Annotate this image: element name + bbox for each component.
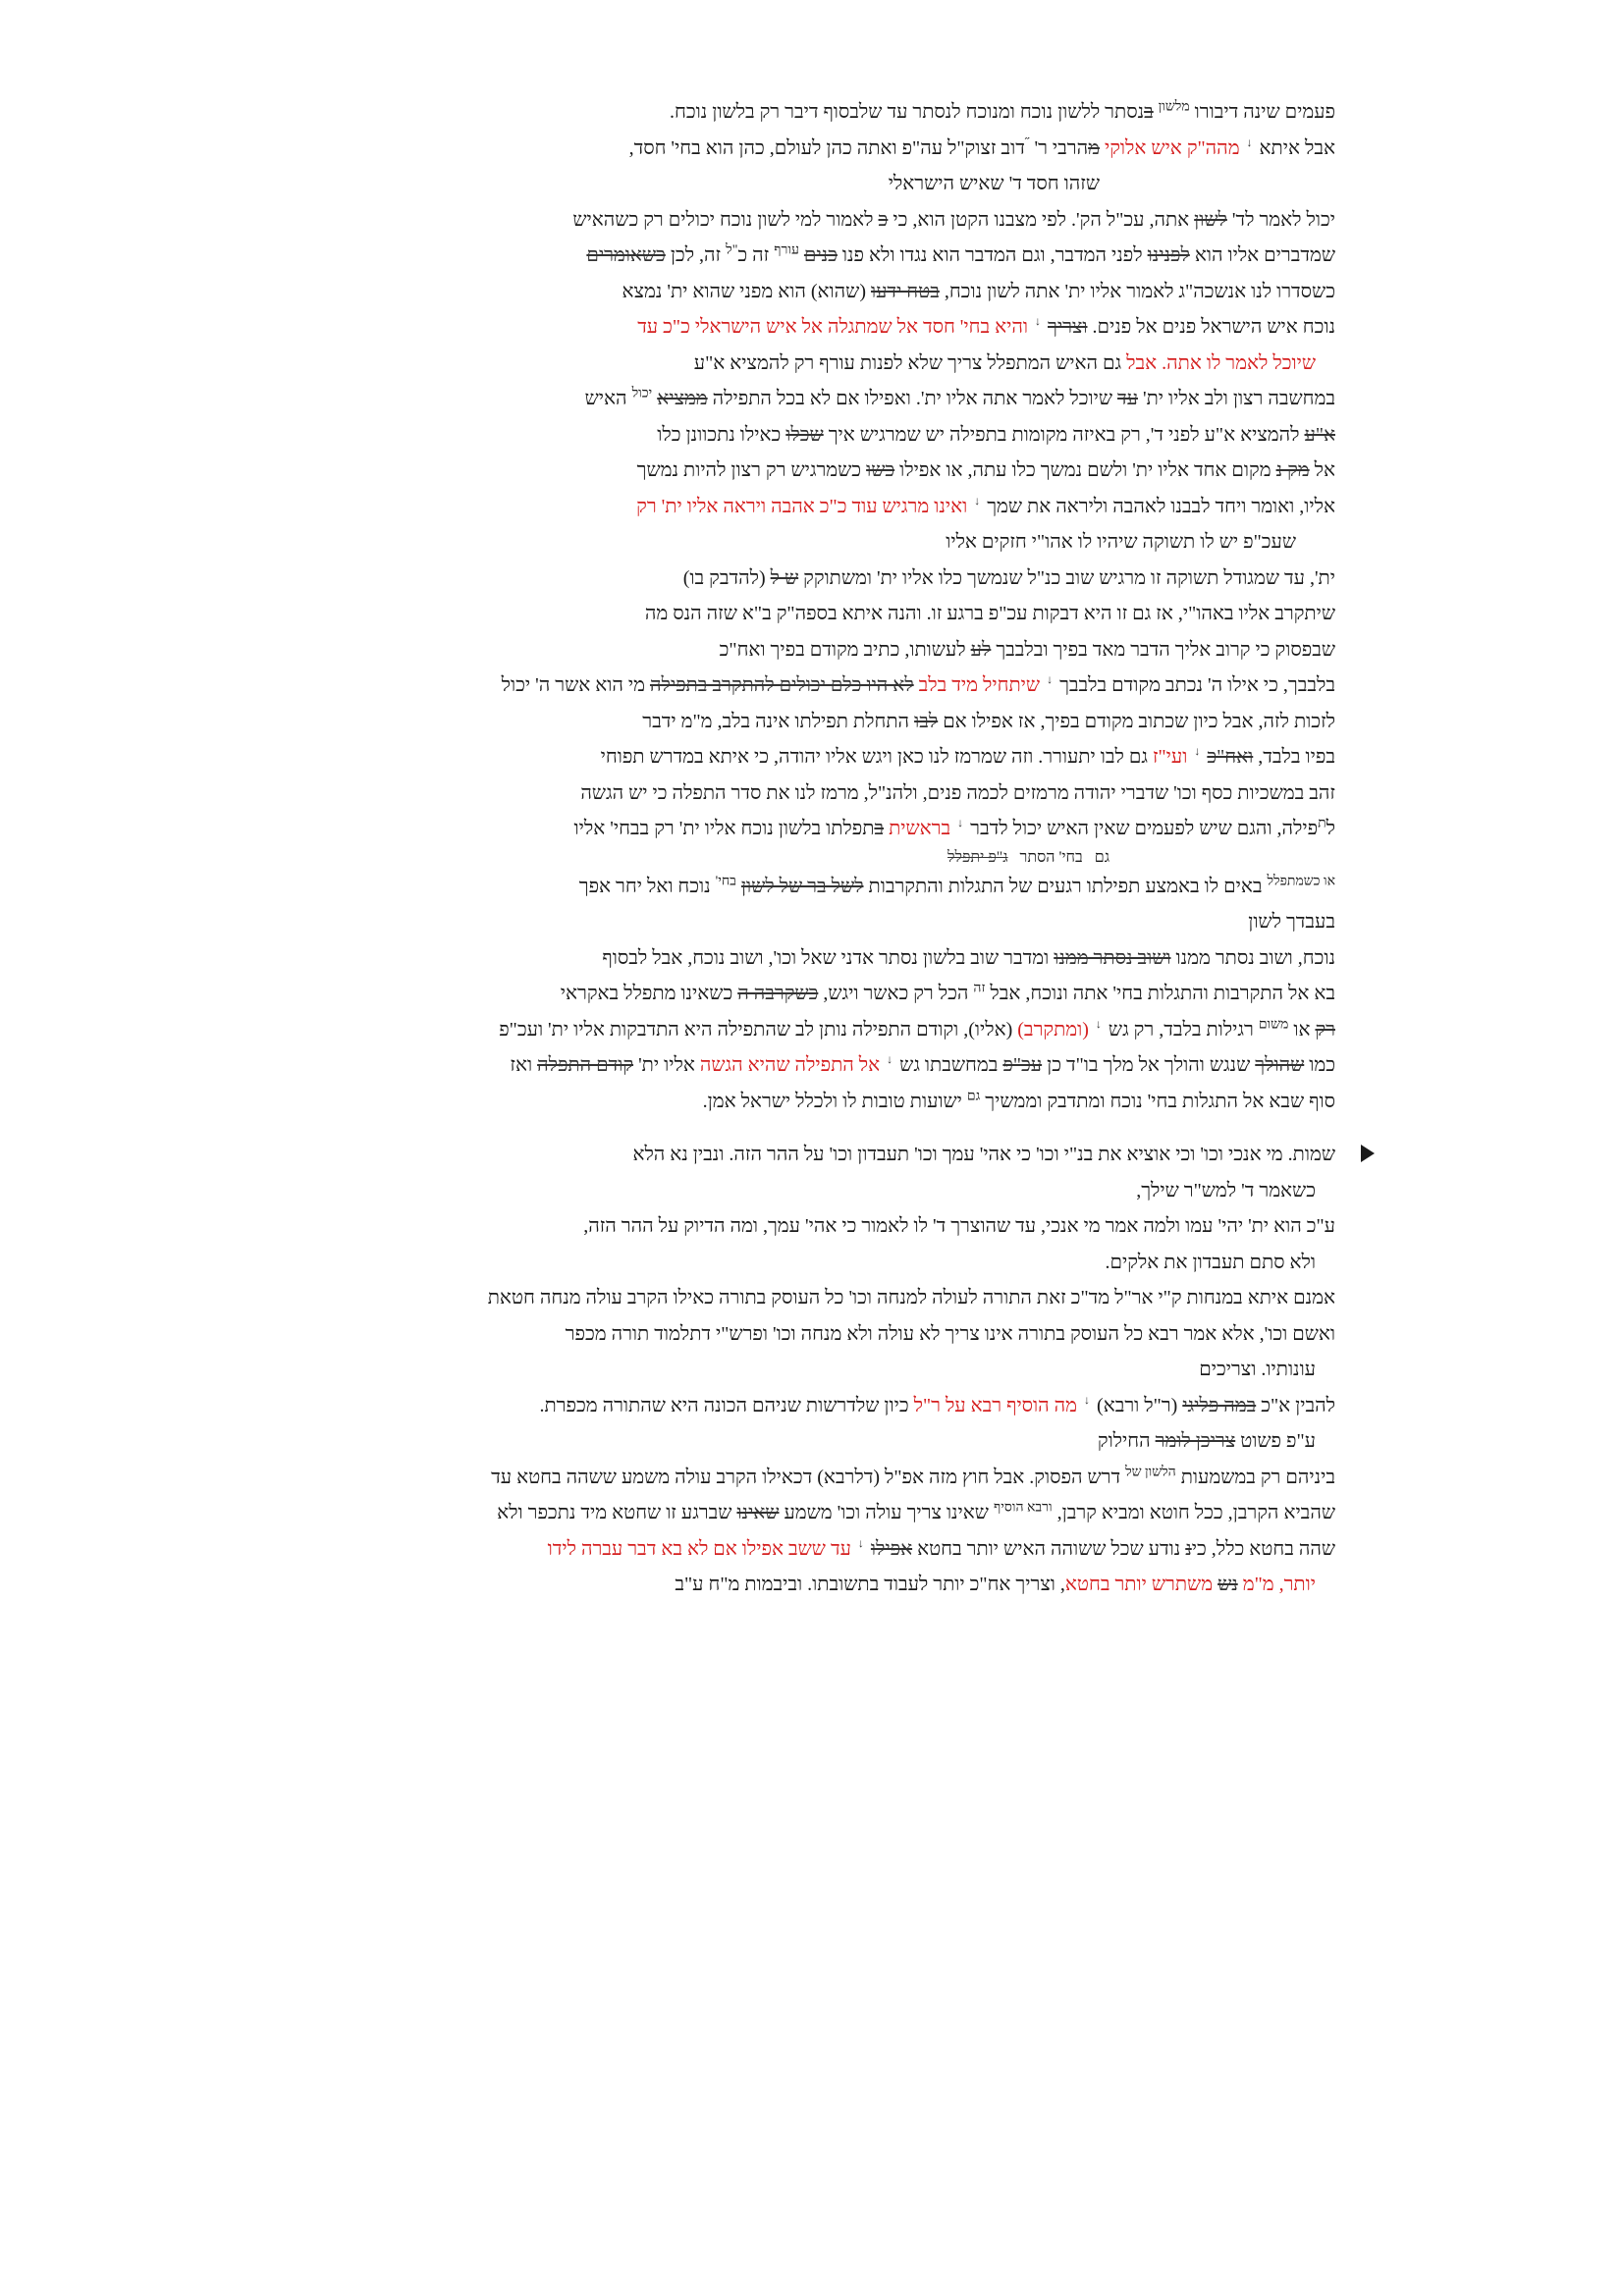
text-line: שהביא הקרבן, ככל חוטא ומביא קרבן, $^{ורבא הוסיף}$ שאינו צריך עולה וכו' משמע שאינו שברגע זו שחטא מיד נתכפר ולא bbox=[497, 1500, 1335, 1523]
text-line: נוכח איש הישראל פנים אל פנים. וצריך ↓ והיא בחי' חסד אל שמתגלה אל איש הישראלי כ"כ עד bbox=[637, 314, 1335, 338]
bullet-marker-icon bbox=[1361, 1145, 1375, 1162]
insert-arrow-icon: ↓ bbox=[1084, 1392, 1091, 1407]
text-line: שיוכל לאמר לו אתה. אבל גם האיש המתפלל צריך שלא לפנות עורף רק להמציא א"ע bbox=[693, 351, 1316, 374]
insert-arrow-icon: ↓ bbox=[957, 816, 964, 830]
text-line: שעכ"פ יש לו תשוקה שיהיו לו אהו"י חזקים אליו bbox=[946, 531, 1296, 553]
text-line: רק או $^{משום}$ רגילות בלבד, רק גש ↓ (ומתקרב) (אליו), וקודם התפילה נותן לב שהתפילה היא התדבקות אליו ית' ועכ"פ bbox=[499, 1016, 1335, 1041]
text-line: סוף שבא אל התגלות בחי' נוכח ומתדבק וממשיך $^{גם}$ ישועות טובות לו ולכלל ישראל אמן. bbox=[702, 1088, 1335, 1112]
text-line: נוכח, ושוב נסתר ממנו ושוב נסתר ממנו ומדבר שוב בלשון נסתר אדני שאל וכו', ושוב נוכח, אבל לבסוף bbox=[602, 946, 1335, 969]
insert-arrow-icon: ↓ bbox=[1047, 672, 1054, 687]
text-line: כמו שהולך שנגש והולך אל מלך בו"ד כן עכ"פ במחשבתו גש ↓ אל התפילה שהיא הגשה אליו ית' קודם התפלה ואז bbox=[510, 1052, 1335, 1076]
text-line: כשאמר ד' למש"ר שילך, bbox=[1136, 1179, 1316, 1201]
text-line: בא אל התקרבות והתגלות בחי' אתה ונוכח, אבל $^{זה}$ הכל רק כאשר ויגש, כשקרבה ה כשאינו מתפלל באקראי bbox=[560, 981, 1335, 1004]
text-line: גם בחי' הסתר ג"פ יתפלל bbox=[947, 848, 1109, 866]
text-line: ית', עד שמגודל תשוקה זו מרגיש שוב כנ"ל שנמשך כלו אליו ית' ומשתוקק ש ל (להדבק בו) bbox=[682, 566, 1335, 589]
text-line: $^{או כשמתפלל}$ באים לו באמצע תפילתו רגעים של התגלות והתקרבות לשל בר של לשון $^{בחי'}$ נוכח ואל יחר אפך bbox=[578, 873, 1335, 897]
document-page bbox=[295, 94, 1335, 1603]
paragraph-block-1 bbox=[295, 94, 1335, 1119]
text-line: אמנם איתא במנחות ק"י אר"ל מד"כ זאת התורה לעולה למנחה וכו' כל העוסק בתורה כאילו הקרב עולה מנחה חטאת bbox=[487, 1287, 1335, 1308]
text-line: ע"פ פשוט צריכן לומר החילוק bbox=[1097, 1430, 1316, 1452]
text-line: במחשבה רצון ולב אליו ית' עד שיוכל לאמר אתה אליו ית'. ואפילו אם לא בכל התפילה ממציא $^{יכול}$ האיש bbox=[584, 386, 1335, 409]
text-line: זהב במשכיות כסף וכו' שדברי יהודה מרמזים לכמה פנים, ולהנ"ל, מרמז לנו את סדר התפלה כי יש הגשה bbox=[580, 781, 1335, 804]
text-line: להבין א"כ במה פליגי (ר"ל ורבא) ↓ מה הוסיף רבא על ר"ל כיון שלדרשות שניהם הכונה היא שהתורה מכפרת. bbox=[539, 1392, 1335, 1416]
text-line: פעמים שינה דיבורו $^{מלשון}$ בנסתר ללשון נוכח ומנוכח לנסתר עד שלבסוף דיבר רק בלשון נוכח. bbox=[669, 99, 1335, 123]
insert-arrow-icon: ↓ bbox=[1194, 744, 1201, 759]
text-line: אל מק נ מקום אחד אליו ית' ולשם נמשך כלו עתה, או אפילו כשו כשמרגיש רק רצון להיות נמשך bbox=[636, 459, 1335, 481]
text-line: ע"כ הוא ית' יהי' עמו ולמה אמר מי אנכי, עד שהוצרך ד' לו לאמור כי אהי' עמך, ומה הדיוק על ההר הזה, bbox=[583, 1215, 1335, 1237]
text-line: בעבדך לשון bbox=[1248, 911, 1335, 933]
text-line: יותר, מ"מ נש משתרש יותר בחטא, וצריך אח"כ יותר לעבוד בתשובתו. וביבמות מ"ח ע"ב bbox=[675, 1574, 1316, 1595]
insert-arrow-icon: ↓ bbox=[1035, 314, 1041, 329]
text-line: ואשם וכו', אלא אמר רבא כל העוסק בתורה אינו צריך לא עולה ולא מנחה וכו' ופרש"י דתלמוד תורה מכפר bbox=[565, 1322, 1335, 1345]
text-line: ולא סתם תעבדון את אלקים. bbox=[1105, 1251, 1316, 1273]
insert-arrow-icon: ↓ bbox=[857, 1535, 864, 1550]
text-line: עונותיו. וצריכים bbox=[1199, 1359, 1316, 1380]
text-line: לזכות לזה, אבל כיון שכתוב מקודם בפיך, אז אפילו אם לבו התחלת תפילתו אינה בלב, מ"מ ידבר bbox=[642, 710, 1335, 732]
text-line: ל$^ת$פילה, והגם שיש לפעמים שאין האיש יכול לדבר ↓ בראשית בתפלתו בלשון נוכח אליו ית' רק בבחי' אליו bbox=[573, 816, 1335, 839]
text-line: יכול לאמר לד' לשון אתה, עכ"ל הק'. לפי מצבנו הקטן הוא, כי כ לאמור למי לשון נוכח יכולים רק כשהאיש bbox=[572, 208, 1335, 231]
paragraph-block-2 bbox=[295, 1137, 1335, 1603]
text-line: שמות. מי אנכי וכו' וכי אוציא את בנ"י וכו' כי אהי' עמך וכו' תעבדון וכו' על ההר הזה. ונבין נא הלא bbox=[632, 1144, 1335, 1165]
text-line: בלבבך, כי אילו ה' נכתב מקודם בלבבך ↓ שיתחיל מיד בלב לא היו כלם יכולים להתקרב בתפילה מי הוא אשר ה' יכול bbox=[501, 672, 1335, 696]
text-line: ביניהם רק במשמעות $^{הלשון של}$ דרש הפסוק. אבל חוץ מזה אפ"ל (דלרבא) דכאילו הקרב עולה משמע ששהה בחטא עד bbox=[491, 1464, 1335, 1488]
text-line: שמדברים אליו הוא לפנינו לפני המדבר, וגם המדבר הוא נגדו ולא פנו כנים $^{עורף}$ זה כ$^{"ל}$ זה, לכן כשאומרים bbox=[586, 242, 1335, 266]
text-line: שהה בחטא כלל, כינ נודע שכל ששוהה האיש יותר בחטא אפילו ↓ עד ששב אפילו אם לא בא דבר עברה לידו bbox=[547, 1535, 1335, 1560]
text-line: שזהו חסד ד' שאיש הישראלי bbox=[888, 173, 1100, 194]
insert-arrow-icon: ↓ bbox=[887, 1052, 893, 1067]
insert-arrow-icon: ↓ bbox=[974, 493, 981, 507]
text-line: א"ע להמציא א"ע לפני ד', רק באיזה מקומות בתפילה יש שמרגיש איך שכלו כאילו נתכוונן כלו bbox=[657, 423, 1335, 446]
insert-arrow-icon: ↓ bbox=[1095, 1016, 1102, 1031]
text-line: כשסדרו לנו אנשכה"ג לאמור אליו ית' אתה לשון נוכח, בטח ידעו (שהוא) הוא מפני שהוא ית' נמצא bbox=[622, 280, 1335, 302]
text-line: אליו, ואומר ויחד לבבנו לאהבה וליראה את שמך ↓ ואינו מרגיש עוד כ"כ אהבה ויראה אליו ית' רק bbox=[636, 493, 1335, 517]
text-line: שיתקרב אליו באהו"י, אז גם זו היא דבקות עכ"פ ברגע זו. והנה איתא בספה"ק ב"א שזה הנס מה bbox=[644, 603, 1335, 624]
text-line: אבל איתא ↓ מהה"ק איש אלוקי מהרבי ר' ˝דוב זצוק"ל עה"פ ואתה כהן לעולם, כהן הוא בחי' חסד, bbox=[628, 134, 1335, 159]
text-line: בפיו בלבד, ואח"כ ↓ ועי"ז גם לבו יתעורר. וזה שמרמז לנו כאן ויגש אליו יהודה, כי איתא במדרש תפוחי bbox=[600, 744, 1335, 768]
text-line: שבפסוק כי קרוב אליך הדבר מאד בפיך ובלבבך לע לעשותו, כתיב מקודם בפיך ואח"כ bbox=[719, 638, 1335, 661]
insert-arrow-icon: ↓ bbox=[1246, 134, 1253, 149]
